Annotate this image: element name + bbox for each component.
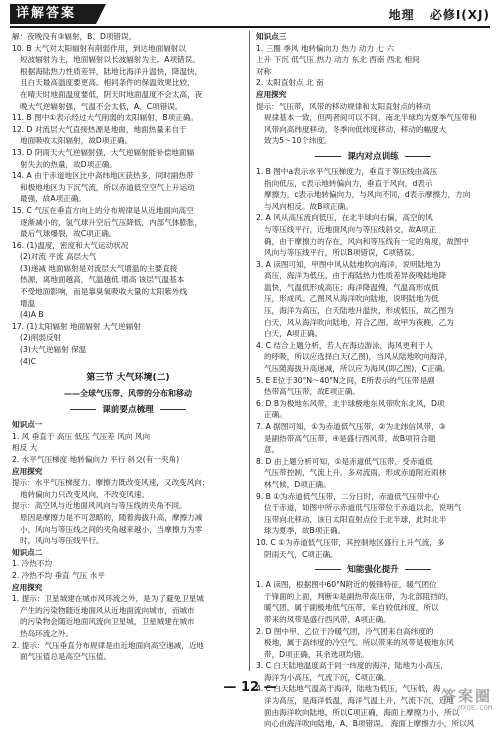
right-column-line: 4. C 白天陆地气温高于海洋，陆地为低压，气压低，海 bbox=[256, 684, 441, 694]
left-column-line: 热源，离地面越高，气温越低 增高 该层气温基本 bbox=[20, 275, 185, 285]
left-column-line: 热岛环流之外。 bbox=[20, 628, 74, 638]
right-column-line: 3. A 读图可知，甲图中风从陆地吹向海洋，说明陆地为 bbox=[256, 259, 441, 269]
right-column-line: 压，形成风。乙图风从海洋吹向陆地，说明陆地为低 bbox=[264, 294, 439, 304]
left-column-line: (4)C bbox=[20, 356, 37, 366]
subject-label: 地理 bbox=[388, 8, 415, 22]
left-column-line: 12. D 对流层大气直接热源是地面，地面热量来自于 bbox=[12, 124, 187, 134]
right-column-line: 课内对点训练 bbox=[256, 150, 490, 164]
right-column-line: 与风向相反。故B项正确。 bbox=[264, 201, 353, 211]
left-column-line: 时，风向与等压线平行。 bbox=[20, 536, 104, 546]
left-column-line: 知识点一 bbox=[12, 420, 43, 430]
right-column-line: 白天，风从海洋吹向陆地，符合乙图。故甲为夜晚，乙为 bbox=[264, 317, 454, 327]
left-column-line: 2. 冷热不均 垂直 气压 水平 bbox=[12, 570, 105, 580]
left-column bbox=[12, 31, 244, 663]
right-column-line: 风向与等压线平行，所以B项错误，C项错误。 bbox=[264, 248, 419, 258]
right-column-line: 压带向北移动，该日太阳直射点位于北半球，此时北半 bbox=[264, 514, 447, 524]
header-label: 详解答案 bbox=[10, 4, 96, 24]
left-column-line: 地转偏向力只改变风向，不改变风速。 bbox=[20, 489, 150, 499]
right-column-line: 2. D 图中甲、乙位于冷暖气团，冷气团来自高纬度的 bbox=[256, 626, 434, 636]
left-column-line: 射失去的热量，故D项正确。 bbox=[20, 159, 117, 169]
right-column-line: 气压随海拔升高递减，所以应为海风(即乙图)，C正确。 bbox=[264, 364, 450, 374]
left-column-line: 11. B 图中①表示经过大气削弱的太阳辐射，B项正确。 bbox=[12, 113, 199, 123]
right-column-line: 气压带控制，气流上升，多对流雨，形成赤道附近雨林 bbox=[264, 468, 447, 478]
right-column-line: 于锋面的上面，判断①是副热带高压带，为北部阻挡的， bbox=[264, 591, 454, 601]
left-column-line: 1. 冷热不均 bbox=[12, 559, 53, 569]
right-column-line: 意。 bbox=[264, 445, 280, 455]
right-column-line: 2. A 风从高压流向低压，在北半球向右偏，高空的风 bbox=[256, 213, 433, 223]
left-column-line: 提示：高空风与近地面风风向与等压线的夹角不同。 bbox=[12, 501, 187, 511]
right-column-line: 高压，海洋为低压，由于海陆热力性质差异夜晚陆地降 bbox=[264, 271, 447, 281]
left-column-line: 第三节 大气环境(二) bbox=[86, 373, 170, 384]
right-column-line: 白天，A项正确。 bbox=[264, 329, 323, 339]
right-column-line: 上升 下沉 低气压 热力 动力 东北 西南 西北 相间 bbox=[256, 55, 420, 65]
left-column-line: 晚大气逆辐射强，气温不会太低，A、C项错误。 bbox=[20, 101, 183, 111]
right-column-line: 6. D B为极地东风带，北半球极地东风带吹东北风，D项 bbox=[256, 398, 445, 408]
watermark-logo bbox=[392, 687, 492, 718]
right-column-line: 阴雨天气，C项正确。 bbox=[264, 549, 338, 559]
left-column-line: 和极地地区为下沉气流，所以赤道低空空气上升运动 bbox=[20, 182, 195, 192]
right-column-line: 正确。 bbox=[264, 410, 287, 420]
left-column-line: 在晴天时地面温度要低，阴天时地面温度不会太高，夜 bbox=[20, 89, 203, 99]
right-column-line: 2. 太阳直射点 北 南 bbox=[256, 78, 324, 88]
right-column-line: 洋为高压，是海洋低温，海洋气温上升，气流下沉，近地 bbox=[264, 696, 454, 706]
right-column-line: 与等压线平行，近地面风向与等压线斜交，故A项正 bbox=[264, 224, 437, 234]
left-column-line: 15. C 气压在垂直方向上的分布规律是从近地面向高空 bbox=[12, 205, 194, 215]
left-column-line: 短波辐射为主，地面辐射以长波辐射为主。A项错误。 bbox=[20, 55, 200, 65]
right-column-line: 1. A 读图，根据图中60°N附近的极锋特征，暖气团位 bbox=[256, 580, 437, 590]
left-column-line: (2)削弱反射 bbox=[20, 333, 62, 343]
column-divider bbox=[249, 31, 250, 671]
right-column-line: 知识点三 bbox=[256, 32, 287, 41]
left-column-line: ——全球气压带、风带的分布和移动 bbox=[64, 389, 192, 399]
right-column-line: 对称 bbox=[256, 66, 272, 76]
right-column-line: 极地，属于高纬度的冷空气。所以带来的风带是极地东风 bbox=[264, 638, 454, 648]
right-column-line: 知能强化提升 bbox=[256, 563, 490, 577]
right-column-line: 球为夏季，故B项正确。 bbox=[264, 526, 346, 536]
left-column-line: 2. 提示：气压垂直分布规律是由近地面向高空递减，近地 bbox=[12, 640, 204, 650]
left-column-line: 提示：水平气压梯度力、摩擦力既改变风速，又改变风向； bbox=[12, 478, 210, 488]
right-column-line: 1. 三圈 季风 地转偏向力 热力 动力 七 六 bbox=[256, 43, 395, 53]
left-column-line: 根据海陆热力性质差异，陆地比海洋升温快，降温快， bbox=[20, 66, 203, 76]
right-column-line: 规律基本一致，但两者间可以不同，南北半球均为夏季气压带和 bbox=[264, 113, 477, 123]
right-column-line: 8. D 由上题分析可知，①是赤道低气压带，受赤道低 bbox=[256, 456, 433, 466]
left-column-line: (4)A B bbox=[20, 310, 44, 320]
right-column-line: 向心由海洋吹向陆地，A、B项错误。 海面上摩擦力小，所以风 bbox=[264, 719, 475, 729]
left-column-line: 逐渐减小的，氢气球升空后气压降低，内部气体膨胀， bbox=[20, 217, 203, 227]
right-column-line: 10. C ①为赤道低气压带，其控制地区盛行上升气流，多 bbox=[256, 537, 445, 547]
right-column-line: 5. E E位于30°N～40°N之间，E所表示的气压带是副 bbox=[256, 375, 435, 385]
right-column-line: 1. B 图中a表示水平气压梯度力，垂直于等压线由高压 bbox=[256, 166, 438, 176]
right-column-line: 温快，气温低形成高压；海洋降温慢，气温高形成低 bbox=[264, 282, 439, 292]
right-column-line: 3. C 白天陆地温度高于同一纬度的海洋，陆地为小高压， bbox=[256, 661, 449, 671]
right-column-line: 9. B ①为赤道低气压带，二分日时，赤道低气压带中心 bbox=[256, 491, 440, 501]
right-column-line: 暖气团，属于副极地低气压带，来自较低纬度，所以 bbox=[264, 603, 439, 613]
left-column-line: 应用探究 bbox=[12, 582, 43, 592]
right-column-line: 压，海洋为高压，白天陆地升温快，形成低压，故乙图为 bbox=[264, 306, 454, 316]
left-column-line: 13. D 阴雨天大气逆辐射强，大气逆辐射能补偿地面辐 bbox=[12, 147, 195, 157]
right-column-line: 是副热带高气压带，④是盛行西风带，故B项符合题 bbox=[264, 433, 436, 443]
right-column-line: 风带向高纬度移动，冬季向低纬度移动，移动的幅度大 bbox=[264, 124, 447, 134]
right-column-line: 热带高气压带，故E项正确。 bbox=[264, 387, 360, 397]
left-column-line: 的污染物会随近地面风流向卫星城，卫星城建在城市 bbox=[20, 617, 195, 627]
left-column-line: 最强，故A项正确。 bbox=[20, 194, 86, 204]
right-column-line: 致为5～10个纬度。 bbox=[264, 136, 332, 146]
left-column-line: 1. 提示：卫星城建在城市风环流之外，是为了避免卫星城 bbox=[12, 594, 204, 604]
left-column-line: 2. 水平气压梯度 地转偏向力 平行 斜交(有一夹角) bbox=[12, 455, 180, 464]
right-column-line: 的呼吸，所以应选择白天(乙图)，当风从陆地吹向海洋， bbox=[264, 352, 453, 362]
header-subject-info bbox=[379, 6, 490, 23]
header-rule bbox=[10, 26, 490, 28]
left-column-line: (2)对流 平流 高层大气 bbox=[20, 252, 97, 262]
left-column-line: (3)递减 地面辐射是对流层大气增温的主要直接 bbox=[20, 263, 178, 273]
left-column-line: 面气压值总是高空气压值。 bbox=[20, 652, 112, 662]
left-column-line: 小，风向与等压线之间的夹角越来越小，当摩擦力为零 bbox=[20, 524, 203, 534]
book-label: 必修Ⅰ(XJ) bbox=[429, 8, 490, 22]
left-column-line: 知识点二 bbox=[12, 547, 43, 557]
left-column-line: 1. 风 垂直于 高压 低压 气压差 风向 风向 bbox=[12, 431, 151, 441]
left-column-line: 地面吸收太阳辐射，故D项正确。 bbox=[20, 136, 133, 146]
right-column-line: 面由海洋吹向陆地，所以C项正确，海面上摩擦力小，所以 bbox=[264, 707, 460, 717]
watermark-text: 答案圈 bbox=[440, 687, 492, 705]
left-column-line: 16. (1)温度，密度和大气运动状况 bbox=[12, 240, 129, 250]
left-column-line: 增温 bbox=[20, 298, 36, 308]
left-column-line: 解：夜晚没有③辐射，B、D项错误。 bbox=[12, 32, 137, 41]
left-column-line: 应用探究 bbox=[12, 466, 43, 476]
left-column-line: 原因是摩擦力是不可忽略的，随着海拔升高，摩擦力减 bbox=[20, 512, 203, 522]
right-column-line: 提示：气压带，风带的移动规律和太阳直射点的移动 bbox=[256, 101, 431, 111]
right-column-line: 应用探究 bbox=[256, 89, 287, 99]
left-column-line: 产生的污染物随近地面风从近地面流向城市，而城市 bbox=[20, 605, 195, 615]
right-column-line: 带，D项正确，其余选项均错。 bbox=[264, 649, 369, 659]
left-column-line: 最后气球爆裂，故C项正确。 bbox=[20, 229, 117, 239]
left-column-line: 不受地面影响，而是靠臭氧吸收大量的太阳紫外线 bbox=[20, 287, 188, 297]
left-column-line: 课前要点梳理 bbox=[12, 403, 244, 417]
left-column-line: 且白天最高温度要更高。相同条件的保温效果比较， bbox=[20, 78, 195, 88]
right-column-line: 位于赤道，如图中所示赤道低气压带位于赤道以北，说明气 bbox=[264, 503, 462, 513]
right-column-line: 带来的风带是盛行西风带，A项正确。 bbox=[264, 614, 391, 624]
right-column-line: 海洋为小高压，气流下沉，C项正确。 bbox=[264, 672, 391, 682]
right-column bbox=[256, 31, 490, 730]
left-column-line: 17. (1)太阳辐射 地面辐射 大气逆辐射 bbox=[12, 321, 141, 331]
right-column-line: 指向低压，c表示地转偏向力，垂直于风向，d表示 bbox=[264, 178, 433, 188]
left-column-line: (3)大气逆辐射 保温 bbox=[20, 345, 87, 355]
left-column-line: 10. B 大气对太阳辐射有削弱作用，到达地面辐射以 bbox=[12, 43, 186, 53]
right-column-line: 确，由于摩擦力的存在，风向和等压线有一定的角度，故图中 bbox=[264, 236, 470, 246]
right-column-line: 4. C 结合上题分析，若人在海边游泳，海风更利于人 bbox=[256, 340, 433, 350]
left-column-line: 相反 大 bbox=[12, 443, 38, 453]
right-column-line: 摩擦力，c表示地转偏向力，与风向不同，d表示摩擦力，方向 bbox=[264, 190, 471, 200]
left-column-line: 14. A 由于赤道地区比中高纬地区获热多，同时副热带 bbox=[12, 171, 194, 181]
right-column-line: 7. A 据图可知，①为赤道低气压带，②为北纬信风带，③ bbox=[256, 422, 446, 431]
watermark-url: MXQE.COM bbox=[458, 704, 492, 712]
page-number: — 12 — bbox=[223, 680, 277, 695]
right-column-line: 林气候，D项正确。 bbox=[264, 479, 331, 489]
